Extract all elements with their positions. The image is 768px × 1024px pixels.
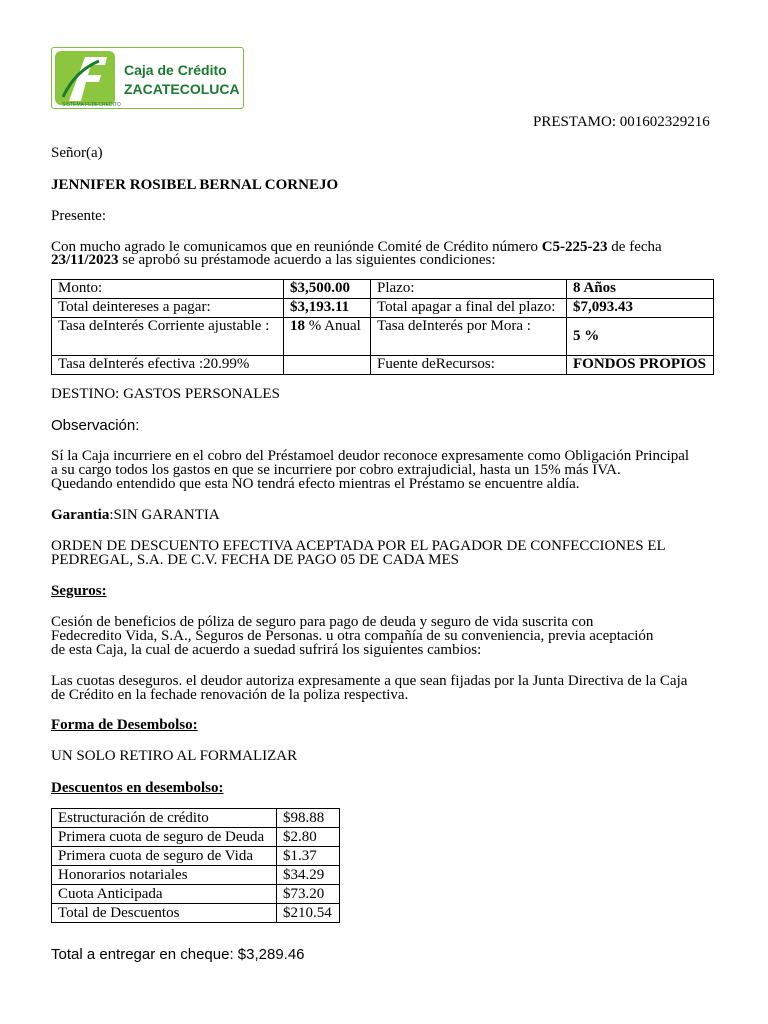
logo-tagline: SISTEMA FEDECREDITO [62,102,121,108]
descuento-value: $210.54 [277,904,340,923]
monto-value: $3,500.00 [284,280,371,299]
tasa-cell [284,318,371,356]
descuento-label: Primera cuota de seguro de Vida [52,847,277,866]
table-row [52,904,340,923]
monto-label: Monto: [52,280,284,299]
descuento-label: Honorarios notariales [52,866,277,885]
efectiva-label: Tasa deInterés efectiva :20.99% [52,356,284,375]
tasa-label: Tasa deInterés Corriente ajustable : [52,318,284,356]
observacion-title: Observación: [51,417,140,434]
tasa-value: 18 [290,318,305,334]
descuento-label: Estructuración de crédito [52,809,277,828]
table-row [52,866,340,885]
fedecredito-f-icon [55,51,115,105]
seguros-title: Seguros: [51,583,107,599]
mora-value: 5 % [567,318,714,356]
table-row [52,885,340,904]
cuotas-line-1: Las cuotas deseguros. el deudor autoriza expresamente a que sean fijadas por la Junta Directiva de la Caja [51,673,688,689]
descuento-value: $34.29 [277,866,340,885]
garantia [51,507,220,523]
table-row [52,828,340,847]
intro-text-3: se aprobó su préstamode acuerdo a las siguientes condiciones: [118,252,496,268]
observacion-line-1: Sí la Caja incurriere en el cobro del Préstamoel deudor reconoce expresamente como Obligación Principal [51,448,690,464]
descuento-label: Total de Descuentos [52,904,277,923]
orden-line-1: ORDEN DE DESCUENTO EFECTIVA ACEPTADA POR EL PAGADOR DE CONFECCIONES EL [51,538,666,554]
intereses-label: Total deintereses a pagar: [52,299,284,318]
orden-line-2: PEDREGAL, S.A. DE C.V. FECHA DE PAGO 05 DE CADA MES [51,552,459,568]
salutation: Señor(a) [51,145,103,161]
logo-line2: ZACATECOLUCA [124,81,240,97]
observacion-line-2: a su cargo todos los gastos en que se incurriere por cobro extrajudicial, hasta un 15% más IVA. [51,462,621,478]
intro-text-2: de fecha [607,239,662,255]
cuotas-line-2: de Crédito en la fechade renovación de la poliza respectiva. [51,687,409,703]
descuento-value: $1.37 [277,847,340,866]
presente: Presente: [51,208,106,224]
plazo-value: 8 Años [567,280,714,299]
mora-label: Tasa deInterés por Mora : [371,318,567,356]
tasa-unit: % Anual [305,318,361,334]
descuento-value: $73.20 [277,885,340,904]
table-row [52,847,340,866]
descuento-label: Primera cuota de seguro de Deuda [52,828,277,847]
seguros-line-3: de esta Caja, la cual de acuerdo a suedad sufrirá los siguientes cambios: [51,642,482,658]
garantia-value: :SIN GARANTIA [109,507,220,523]
destino: DESTINO: GASTOS PERSONALES [51,386,280,402]
garantia-label: Garantia [51,507,110,523]
committee-date: 23/11/2023 [51,252,119,268]
descuento-value: $2.80 [277,828,340,847]
observacion-line-3: Quedando entendido que esta NO tendrá efecto mientras el Préstamo se encuentre aldía. [51,476,580,492]
conditions-table [51,279,714,375]
total-plazo-value: $7,093.43 [567,299,714,318]
intereses-value: $3,193.11 [284,299,371,318]
committee-number: C5-225-23 [541,239,608,255]
logo-line1: Caja de Crédito [124,62,227,78]
descuentos-title: Descuentos en desembolso: [51,780,224,796]
intro-line-2 [51,252,496,268]
loan-number: PRESTAMO: 001602329216 [533,114,710,130]
descuento-value: $98.88 [277,809,340,828]
descuentos-table [51,808,340,923]
intro-text-1: Con mucho agrado le comunicamos que en reuniónde Comité de Crédito número [51,239,542,255]
table-row [52,809,340,828]
fuente-value: FONDOS PROPIOS [567,356,714,375]
fuente-label: Fuente deRecursos: [371,356,567,375]
seguros-line-1: Cesión de beneficios de póliza de seguro para pago de deuda y seguro de vida suscrita con [51,614,594,630]
client-name: JENNIFER ROSIBEL BERNAL CORNEJO [51,177,339,193]
descuento-label: Cuota Anticipada [52,885,277,904]
total-entregar: Total a entregar en cheque: $3,289.46 [51,946,305,963]
desembolso-value: UN SOLO RETIRO AL FORMALIZAR [51,748,298,764]
efectiva-empty [284,356,371,375]
total-plazo-label: Total apagar a final del plazo: [371,299,567,318]
desembolso-title: Forma de Desembolso: [51,717,198,733]
seguros-line-2: Fedecredito Vida, S.A., Seguros de Personas. u otra compañía de su conveniencia, previa aceptación [51,628,654,644]
company-logo [51,47,244,109]
plazo-label: Plazo: [371,280,567,299]
